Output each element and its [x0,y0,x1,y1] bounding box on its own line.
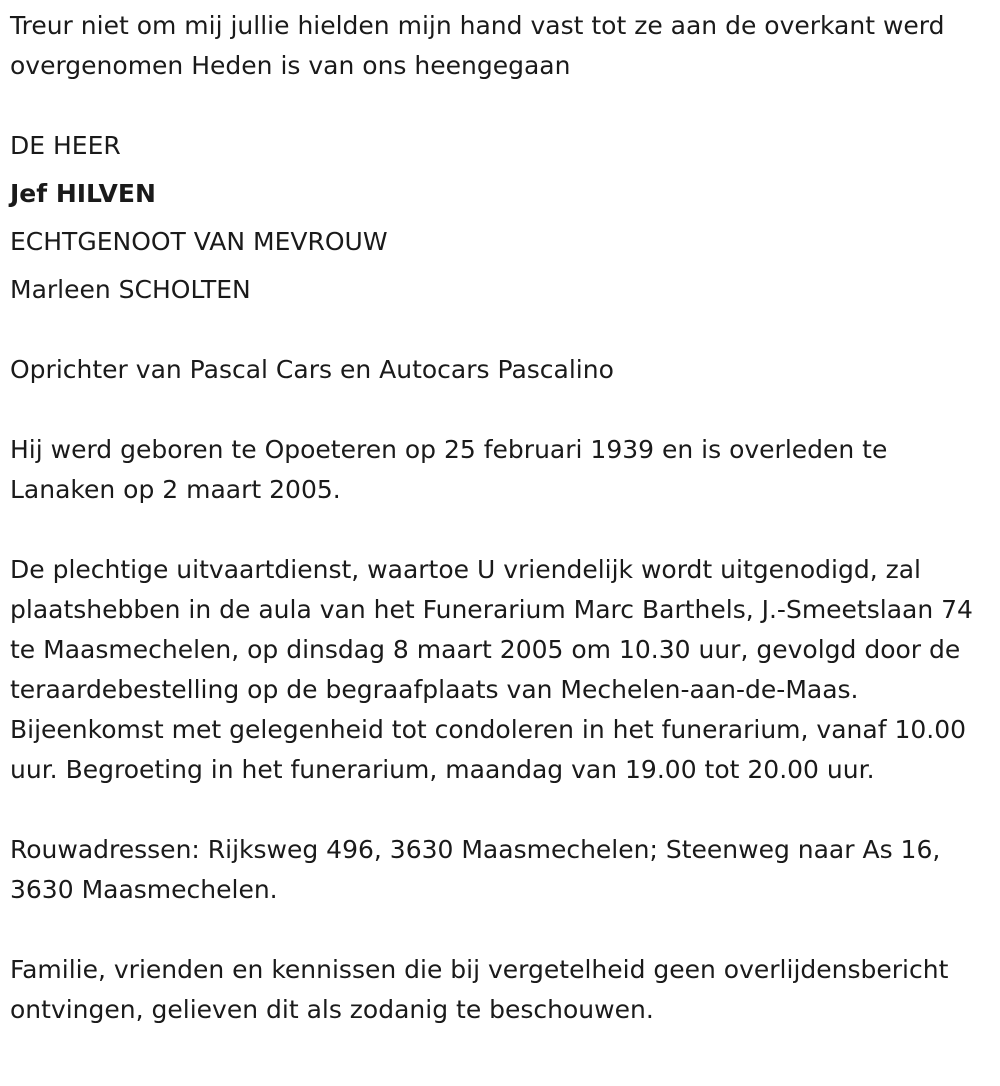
spouse-name: Marleen SCHOLTEN [10,275,251,304]
obituary-document [10,6,995,1030]
closing-text: Familie, vrienden en kennissen die bij vergetelheid geen overlijdensbericht ontvingen, gelieven dit als zodanig te beschouwen. [10,955,949,1024]
addresses-text: Rouwadressen: Rijksweg 496, 3630 Maasmechelen; Steenweg naar As 16, 3630 Maasmechelen. [10,835,941,904]
spouse-label: ECHTGENOOT VAN MEVROUW [10,227,388,256]
deceased-name: Jef HILVEN [10,179,156,208]
intro-text: Treur niet om mij jullie hielden mijn hand vast tot ze aan de overkant werd overgenomen Heden is van ons heengegaan [10,11,945,80]
service-text: De plechtige uitvaartdienst, waartoe U vriendelijk wordt uitgenodigd, zal plaatshebben in de aula van het Funerarium Marc Barthels, J.-Smeetslaan 74 te Maasmechelen, op dinsdag 8 maart 2005 om 10.30 uur, gevolgd door de teraardebestelling op de begraafplaats van Mechelen-aan-de-Maas. Bijeenkomst met gelegenheid tot condoleren in het funerarium, vanaf 10.00 uur. Begroeting in het funerarium, maandag van 19.00 tot 20.00 uur. [10,555,973,784]
name-block [10,126,995,310]
birth-death-text: Hij werd geboren te Opoeteren op 25 februari 1939 en is overleden te Lanaken op 2 maart 2005. [10,435,888,504]
title-line: DE HEER [10,131,121,160]
founder-line: Oprichter van Pascal Cars en Autocars Pascalino [10,355,614,384]
